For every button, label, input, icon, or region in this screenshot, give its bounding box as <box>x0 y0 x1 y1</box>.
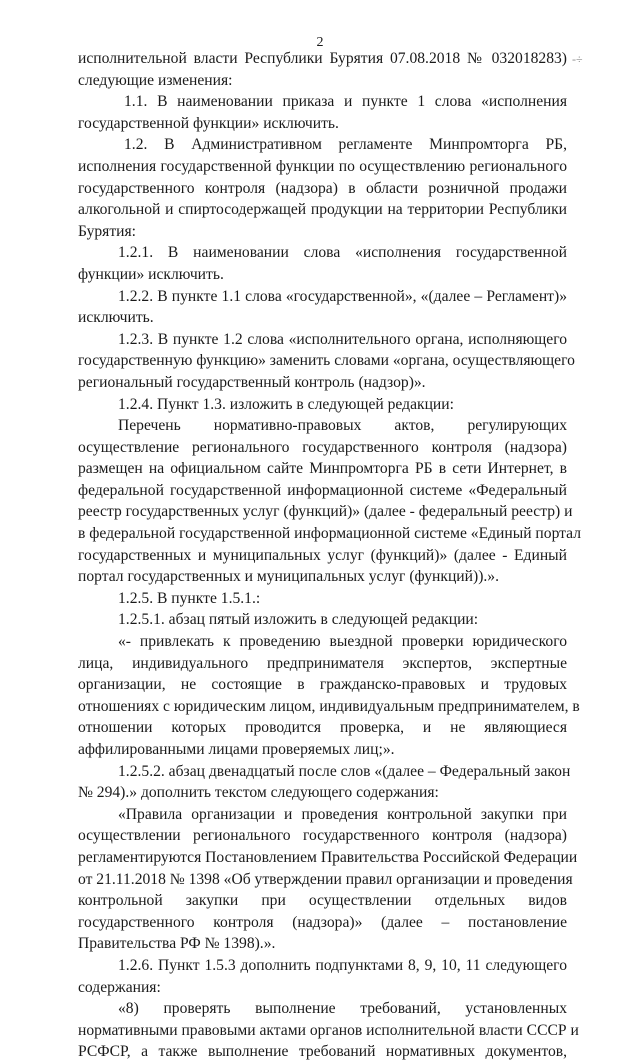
text-line: портал государственных и муниципальных услуг (функций)).». <box>78 568 499 586</box>
text-line: от 21.11.2018 № 1398 «Об утверждении правил организации и проведения <box>78 870 573 888</box>
text-line: государственной функции» исключить. <box>78 114 339 132</box>
text-line: содержания: <box>78 978 161 996</box>
text-line: 1.1. В наименовании приказа и пункте 1 слова «исполнения <box>124 93 567 111</box>
text-line: государственную функцию» заменить словами «органа, осуществляющего <box>78 352 575 370</box>
text-line: региональный государственный контроль (надзор)». <box>78 373 426 391</box>
text-line: федеральной государственной информационной системе «Федеральный <box>78 481 567 499</box>
text-line: 1.2.3. В пункте 1.2 слова «исполнительного органа, исполняющего <box>118 330 567 348</box>
text-line: 1.2.6. Пункт 1.5.3 дополнить подпунктами 8, 9, 10, 11 следующего <box>118 956 567 974</box>
margin-mark: -÷ <box>572 52 583 66</box>
text-line: 1.2.5.1. абзац пятый изложить в следующей редакции: <box>118 611 479 629</box>
text-line: № 294).» дополнить текстом следующего содержания: <box>78 784 439 802</box>
text-line: осуществлении регионального государственного контроля (надзора) <box>78 827 567 845</box>
text-line: Бурятия: <box>78 222 136 240</box>
text-line: исполнения государственной функции по осуществлению регионального <box>78 157 567 175</box>
text-line: отношениях с юридическим лицом, индивидуальным предпринимателем, в <box>78 697 580 715</box>
text-line: Перечень нормативно-правовых актов, регулирующих <box>118 417 567 435</box>
text-line: в федеральной государственной информационной системе «Единый портал <box>78 525 582 543</box>
text-line: исключить. <box>78 309 154 327</box>
text-line: «- привлекать к проведению выездной проверки юридического <box>118 633 567 651</box>
text-line: осуществление регионального государственного контроля (надзора) <box>78 438 567 456</box>
text-line: аффилированными лицами проверяемых лиц;». <box>78 741 395 758</box>
text-line: реестр государственных услуг (функций)» (далее - федеральный реестр) и <box>78 503 573 521</box>
document-body <box>78 48 582 1063</box>
text-line: отношении которых проводится проверка, и не являющиеся <box>78 719 567 737</box>
text-line: РСФСР, а также выполнение требований нормативных документов, <box>78 1043 567 1061</box>
text-line: алкогольной и спиртосодержащей продукции на территории Республики <box>78 201 567 219</box>
text-line: лица, индивидуального предпринимателя экспертов, экспертные <box>78 654 567 672</box>
page-number: 2 <box>316 35 324 50</box>
text-line: следующие изменения: <box>78 71 233 89</box>
text-line: регламентируются Постановлением Правительства Российской Федерации <box>78 848 578 866</box>
text-line: «Правила организации и проведения контрольной закупки при <box>118 805 567 823</box>
text-line: организации, не состоящие в гражданско-правовых и трудовых <box>78 676 567 694</box>
text-line: 1.2.5. В пункте 1.5.1.: <box>118 589 261 607</box>
text-line: размещен на официальном сайте Минпромторга РБ в сети Интернет, в <box>78 460 567 478</box>
text-line: государственного контроля (надзора) в области розничной продажи <box>78 179 567 197</box>
text-line: 1.2.5.2. абзац двенадцатый после слов «(далее – Федеральный закон <box>118 762 571 780</box>
text-line: 1.2.1. В наименовании слова «исполнения государственной <box>118 244 567 262</box>
text-line: функции» исключить. <box>78 265 224 283</box>
text-line: нормативными правовыми актами органов исполнительной власти СССР и <box>78 1021 579 1039</box>
text-line: государственных и муниципальных услуг (функций)» (далее - Единый <box>78 546 567 564</box>
text-line: государственного контроля (надзора)» (далее – постановление <box>78 913 567 931</box>
text-line: исполнительной власти Республики Бурятия 07.08.2018 № 032018283) <box>78 50 567 67</box>
text-line: контрольной закупки при осуществлении отдельных видов <box>78 892 567 910</box>
text-line: «8) проверять выполнение требований, установленных <box>118 1000 567 1018</box>
text-line: 1.2.2. В пункте 1.1 слова «государственной», «(далее – Регламент)» <box>118 287 567 305</box>
text-line: Правительства РФ № 1398).». <box>78 935 276 953</box>
text-line: 1.2.4. Пункт 1.3. изложить в следующей редакции: <box>118 395 454 413</box>
text-line: 1.2. В Административном регламенте Минпромторга РБ, <box>124 136 567 154</box>
